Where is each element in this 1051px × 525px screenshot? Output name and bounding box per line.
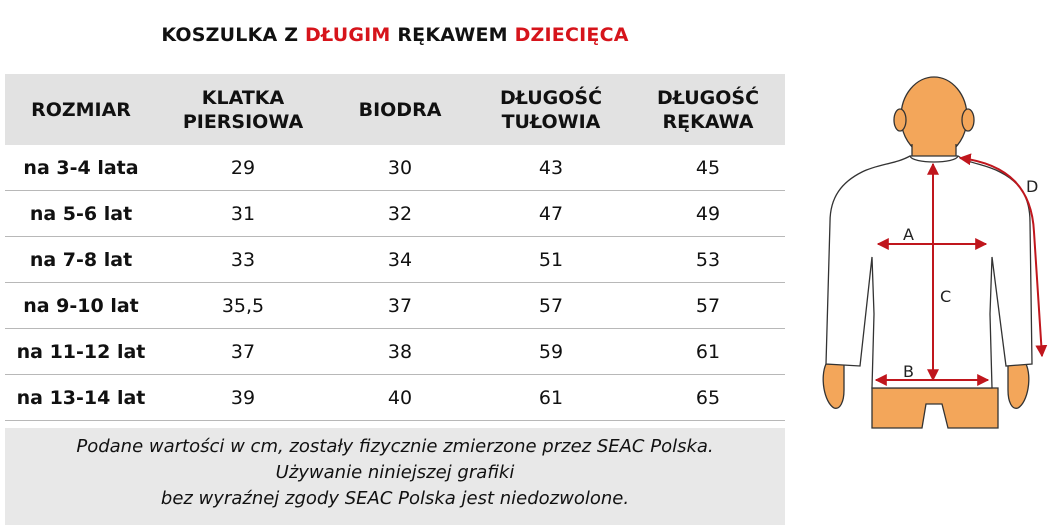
cell-chest: 29 (157, 145, 329, 191)
head-shape (894, 77, 974, 158)
title-part-4: DZIECIĘCA (514, 24, 629, 46)
cell-hips: 37 (329, 283, 471, 329)
cell-hips: 38 (329, 329, 471, 375)
label-c: C (940, 287, 952, 306)
cell-chest: 37 (157, 329, 329, 375)
footnote-line-2: Używanie niniejszej grafiki (275, 462, 515, 483)
table-row (5, 237, 785, 283)
header-klatka-line2: PIERSIOWA (182, 110, 304, 133)
cell-hips: 34 (329, 237, 471, 283)
cell-hips: 40 (329, 375, 471, 421)
table-row (5, 329, 785, 375)
header-dlugosc-rekawa (631, 74, 785, 145)
cell-torso-length: 57 (471, 283, 631, 329)
header-biodra-text: BIODRA (358, 98, 442, 121)
cell-sleeve-length: 65 (631, 375, 785, 421)
footnote-line-3: bez wyraźnej zgody SEAC Polska jest niedozwolone. (160, 488, 630, 509)
cell-chest: 31 (157, 191, 329, 237)
header-klatka-line1: KLATKA (201, 86, 285, 109)
measurement-figure (820, 72, 1050, 432)
header-dlugosc-tulowia (471, 74, 631, 145)
header-rekawa-line2: RĘKAWA (662, 110, 754, 133)
cell-torso-length: 43 (471, 145, 631, 191)
title-part-2: DŁUGIM (305, 24, 391, 46)
table-header-row (5, 74, 785, 145)
size-table (5, 74, 785, 421)
cell-sleeve-length: 57 (631, 283, 785, 329)
label-d: D (1026, 177, 1039, 196)
cell-hips: 30 (329, 145, 471, 191)
title-part-1: KOSZULKA Z (161, 24, 306, 46)
table-row (5, 283, 785, 329)
cell-sleeve-length: 53 (631, 237, 785, 283)
shirt-shape (826, 156, 1032, 388)
header-tulowia-line2: TUŁOWIA (501, 110, 601, 133)
table-row (5, 375, 785, 421)
cell-sleeve-length: 61 (631, 329, 785, 375)
title-part-3: RĘKAWEM (390, 24, 515, 46)
cell-size: na 3-4 lata (5, 145, 157, 191)
label-a: A (903, 225, 914, 244)
header-klatka (157, 74, 329, 145)
copyright-footnote (5, 428, 785, 525)
cell-chest: 35,5 (157, 283, 329, 329)
cell-torso-length: 51 (471, 237, 631, 283)
page-title (0, 24, 790, 46)
header-rekawa-line1: DŁUGOŚĆ (656, 86, 760, 109)
header-rozmiar-text: ROZMIAR (31, 98, 131, 121)
cell-size: na 7-8 lat (5, 237, 157, 283)
cell-hips: 32 (329, 191, 471, 237)
left-hand-shape (823, 364, 844, 408)
cell-sleeve-length: 49 (631, 191, 785, 237)
table-row (5, 145, 785, 191)
footnote-line-1: Podane wartości w cm, zostały fizycznie zmierzone przez SEAC Polska. (76, 436, 714, 457)
cell-size: na 9-10 lat (5, 283, 157, 329)
header-tulowia-line1: DŁUGOŚĆ (499, 86, 603, 109)
legs-shape (872, 388, 998, 428)
label-b: B (903, 362, 914, 381)
cell-torso-length: 59 (471, 329, 631, 375)
cell-size: na 13-14 lat (5, 375, 157, 421)
header-rozmiar (5, 74, 157, 145)
cell-size: na 11-12 lat (5, 329, 157, 375)
cell-chest: 39 (157, 375, 329, 421)
header-biodra (329, 74, 471, 145)
right-hand-shape (1008, 364, 1029, 408)
cell-sleeve-length: 45 (631, 145, 785, 191)
table-row (5, 191, 785, 237)
cell-torso-length: 47 (471, 191, 631, 237)
cell-size: na 5-6 lat (5, 191, 157, 237)
cell-torso-length: 61 (471, 375, 631, 421)
cell-chest: 33 (157, 237, 329, 283)
